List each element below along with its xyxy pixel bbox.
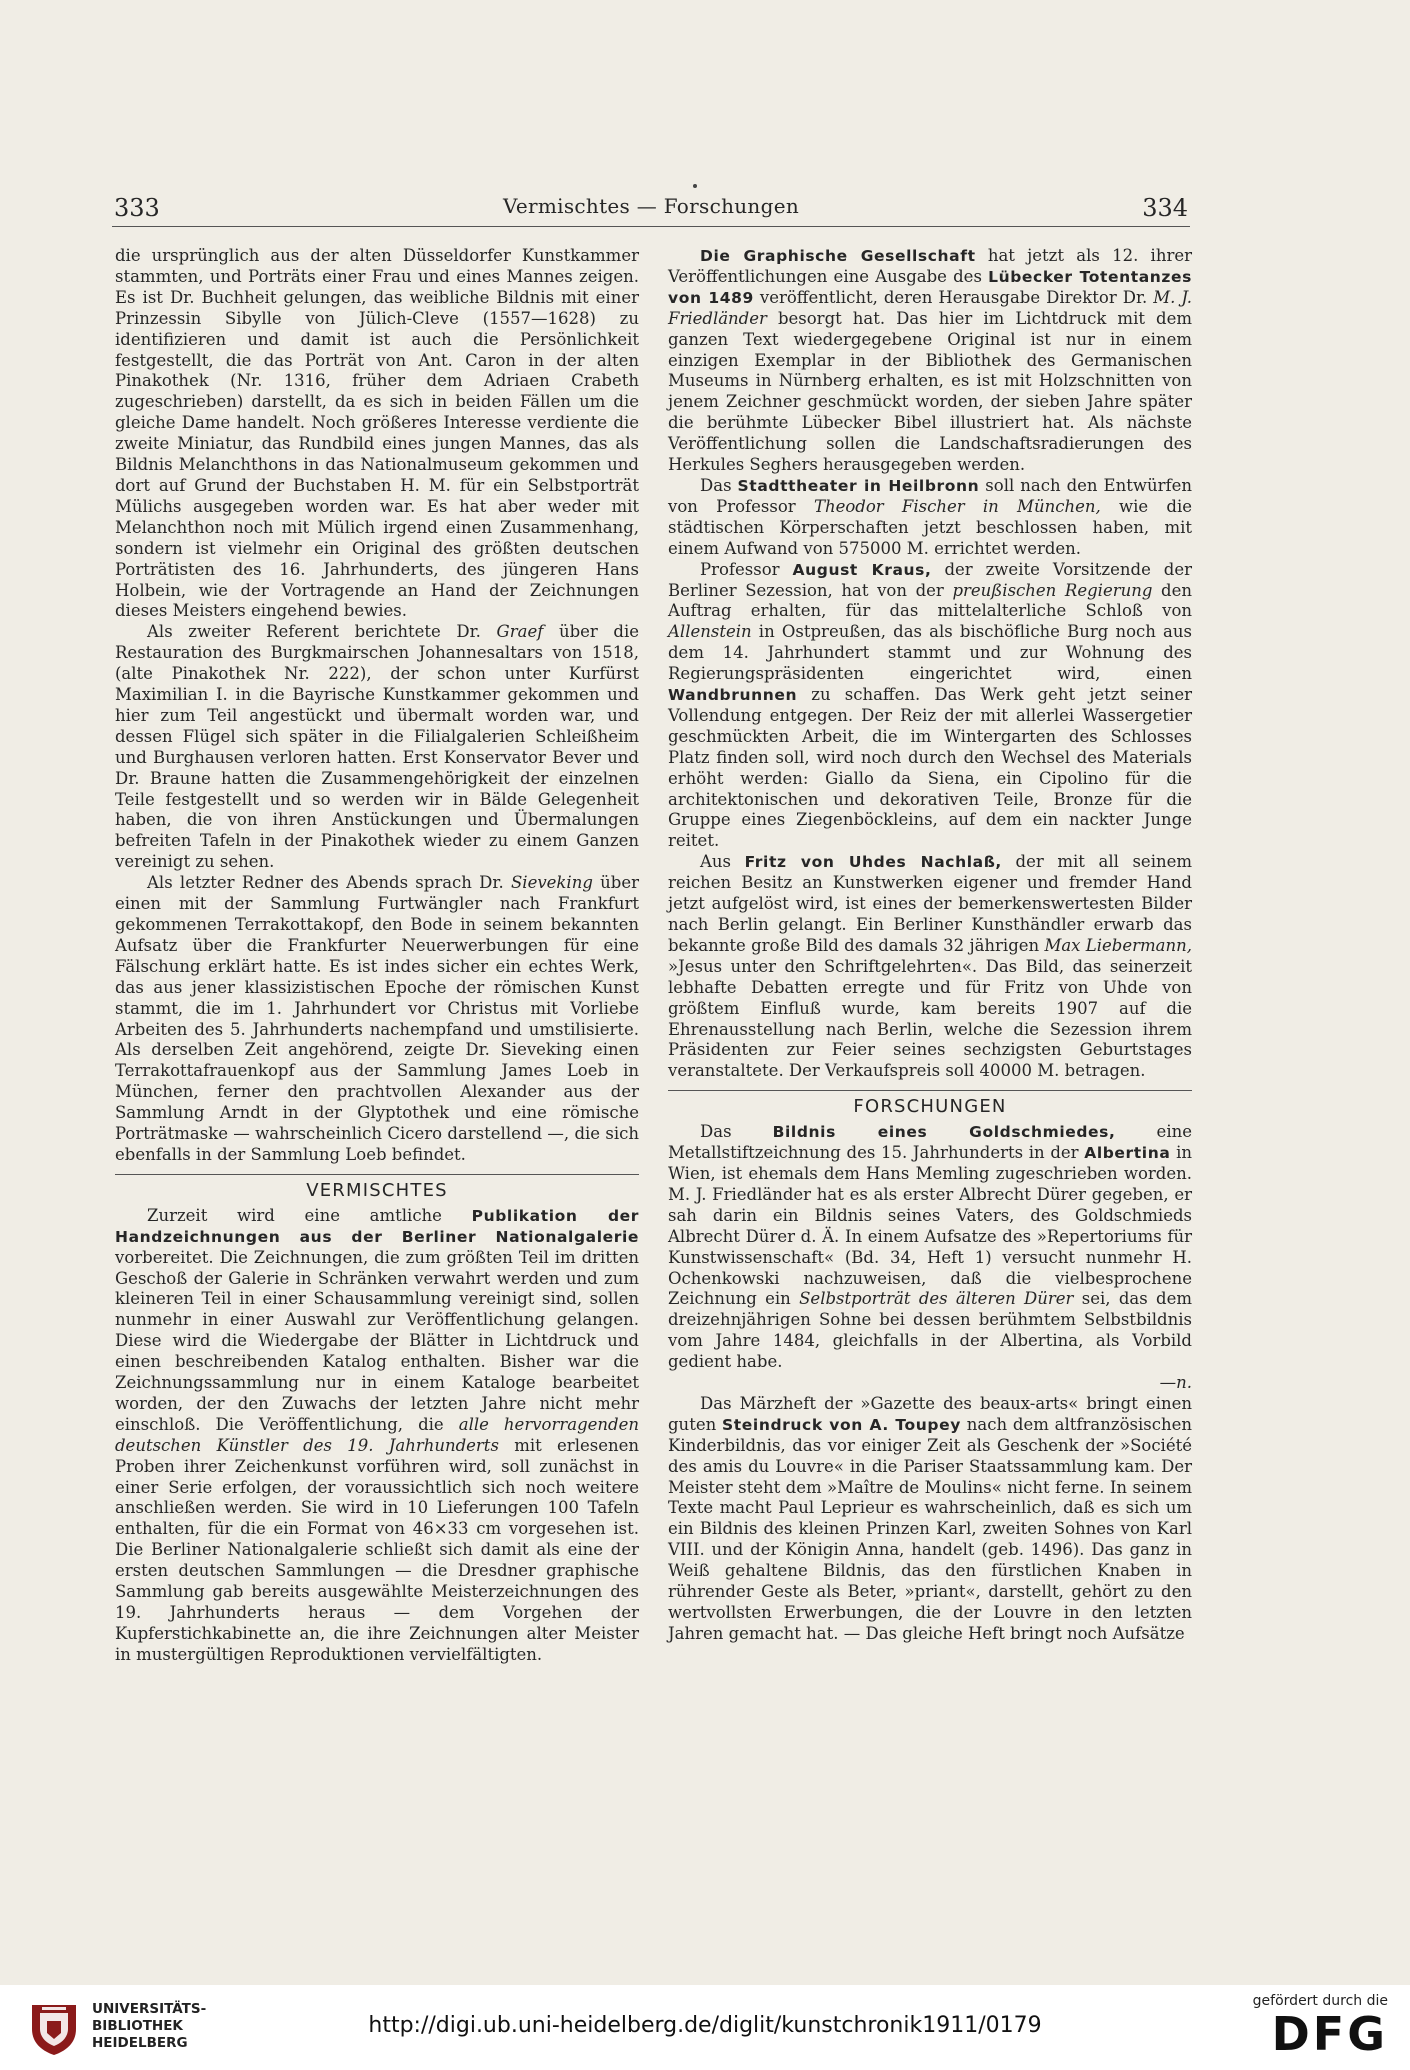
paragraph-toupey: Das Märzheft der »Gazette des beaux-arts« bringt einen guten Steindruck von A. Toupey nach dem altfranzösischen Kinderbildnis, das vor einiger Zeit als Geschenk der »Société des amis du Louvre« in die Pariser Staatssammlung kam. Der Meister steht dem »Maître de Moulins« nicht ferne. In seinem Texte macht Paul Leprieur es wahrscheinlich, daß es sich um ein Bildnis des kleinen Prinzen Karl, zweiten Sohnes von Karl VIII. und der Königin Anna, handelt (geb. 1496). Das ganz in Weiß gehaltene Bildnis, das den fürstlichen Knaben in rührender Geste als Beter, »priant«, darstellt, gehört zu den wertvollsten Erwerbungen, die der Louvre in den letzten Jahren gemacht hat. — Das gleiche Heft bringt noch Aufsätze <box>668 1393 1192 1643</box>
page-number-right: 334 <box>1142 194 1188 222</box>
paragraph-uhde: Aus Fritz von Uhdes Nachlaß, der mit all seinem reichen Besitz an Kunstwerken eigener und fremder Hand jetzt aufgelöst wird, ist eines der bemerkenswertesten Bilder nach Berlin gelangt. Ein Berliner Kunsthändler erwarb das bekannte große Bild des damals 32 jährigen Max Liebermann, »Jesus unter den Schriftgelehrten«. Das Bild, das seinerzeit lebhafte Debatten erregte und für Fritz von Uhde von größtem Einfluß wurde, kam bereits 1907 auf die Ehrenausstellung nach Berlin, welche die Sezession ihrem Präsidenten zur Feier seines sechzigsten Geburtstages veranstaltete. Der Verkaufspreis soll 40000 M. betragen. <box>668 852 1193 1081</box>
page-number-left: 333 <box>114 194 160 222</box>
dfg-logo: DFG <box>1271 2007 1388 2061</box>
paragraph-nationalgalerie: Zurzeit wird eine amtliche Publikation der Handzeichnungen aus der Berliner Nationalgalerie vorbereitet. Die Zeichnungen, die zum größten Teil im dritten Geschoß der Galerie in Schränken verwahrt werden und zum kleineren Teil in einer Schausammlung vereinigt sind, sollen nunmehr in einer Auswahl zur Veröffentlichung gelangen. Diese wird die Wiedergabe der Blätter in Lichtdruck und einen beschreibenden Katalog enthalten. Bisher war die Zeichnungssammlung nur in einem Kataloge bearbeitet worden, der den Zuwachs der letzten Jahre nicht mehr einschloß. Die Veröffentlichung, die alle hervorragenden deutschen Künstler des 19. Jahrhunderts mit erlesenen Proben ihrer Zeichenkunst vorführen wird, soll zunächst in einer Serie erfolgen, der voraussichtlich sich noch weitere anschließen werden. Sie wird in 10 Lieferungen 100 Tafeln enthalten, für die ein Format von 46×33 cm vorgesehen ist. Die Berliner Nationalgalerie schließt sich damit als eine der ersten deutschen Sammlungen — die Dresdner graphische Sammlung gab bereits ausgewählte Meisterzeichnungen des 19. Jahrhunderts heraus — dem Vorgehen der Kupferstichkabinette an, die ihre Zeichnungen alter Meister in mustergültigen Reproduktionen vervielfältigten. <box>115 1205 639 1664</box>
funding-text: gefördert durch die <box>1252 1993 1388 2009</box>
paragraph-holbein: die ursprünglich aus der alten Düsseldorfer Kunstkammer stammten, und Porträts einer Frau und eines Mannes zeigen. Es ist Dr. Buchheit gelungen, das weibliche Bildnis mit einer Prinzessin Sibylle von Jülich-Cleve (1557—1628) zu identifizieren und damit ist auch die Persönlichkeit festgestellt, die das Porträt von Ant. Caron in der alten Pinakothek (Nr. 1316, früher dem Adriaen Crabeth zugeschrieben) darstellt, da es sich in beiden Fällen um die gleiche Dame handelt. Noch größeres Interesse verdiente die zweite Miniatur, das Rundbild eines jungen Mannes, das als Bildnis Melanchthons in das Nationalmuseum gekommen und dort auf Grund der Buchstaben H. M. für ein Selbstporträt Mülichs ausgegeben worden war. Es hat aber weder mit Melanchthon noch mit Mülich irgend einen Zusammenhang, sondern ist vielmehr ein Original des größten deutschen Porträtisten des 16. Jahrhunderts, des jüngeren Hans Holbein, wie der Vortragende an Hand der Zeichnungen dieses Meisters eingehend bewies. <box>115 246 639 621</box>
section-rule <box>115 1174 639 1175</box>
header-dot <box>693 184 697 188</box>
paragraph-sieveking: Als letzter Redner des Abends sprach Dr. Sieveking über einen mit der Sammlung Furtwängler nach Frankfurt gekommenen Terrakottakopf, den Bode in seinem bekannten Aufsatz über die Frankfurter Neuerwerbungen für eine Fälschung erklärt hatte. Es ist indes sicher ein echtes Werk, das aus jener klassizistischen Epoche der römischen Kunst stammt, die im 1. Jahrhundert vor Christus mit Vorliebe Arbeiten des 5. Jahrhunderts nachempfand und umstilisierte. Als derselben Zeit angehörend, zeigte Dr. Sieveking einen Terrakottafrauenkopf aus der Sammlung James Loeb in München, ferner den prachtvollen Alexander aus der Sammlung Arndt in der Glyptothek und eine römische Porträtmaske — wahrscheinlich Cicero darstellend —, die sich ebenfalls in der Sammlung Loeb befindet. <box>115 873 639 1164</box>
author-signature: —n. <box>1159 1373 1192 1393</box>
paragraph-stadttheater: Das Stadttheater in Heilbronn soll nach den Entwürfen von Professor Theodor Fischer in München, wie die städtischen Körperschaften jetzt beschlossen haben, mit einem Aufwand von 575000 M. errichtet werden. <box>668 475 1192 558</box>
paragraph-goldschmied: Das Bildnis eines Goldschmiedes, eine Metallstiftzeichnung des 15. Jahrhunderts in der Albertina in Wien, ist ehemals dem Hans Memling zugeschrieben worden. M. J. Friedländer hat es als erster Albrecht Dürer gegeben, er sah darin ein Bildnis seines Vaters, des Goldschmieds Albrecht Dürer d. Ä. In einem Aufsatze des »Repertoriums für Kunstwissenschaft« (Bd. 34, Heft 1) versucht nunmehr H. Ochenkowski nachzuweisen, daß die vielbesprochene Zeichnung ein Selbstporträt des älteren Dürer sei, das dem dreizehnjährigen Sohne bei dessen berühmtem Selbstbildnis vom Jahre 1484, gleichfalls in der Albertina, als Vorbild gedient habe. <box>668 1122 1192 1372</box>
page-header <box>112 180 1190 227</box>
paragraph-graef: Als zweiter Referent berichtete Dr. Graef über die Restauration des Burgkmairschen Johannesaltars von 1518, (alte Pinakothek Nr. 222), der schon unter Kurfürst Maximilian I. in die Bayrische Kunstkammer gekommen und hier zum Teil angestückt und übermalt worden war, und dessen Flügel sich später in die Filialgalerien Schleißheim und Burghausen verloren hatten. Erst Konservator Bever und Dr. Braune hatten die Zusammengehörigkeit der einzelnen Teile festgestellt und so werden wir in Bälde Gelegenheit haben, die von ihren Anstückungen und Übermalungen befreiten Tafeln in der Pinakothek wieder zu einem Ganzen vereinigt zu sehen. <box>115 622 639 872</box>
paragraph-graphische-gesellschaft: Die Graphische Gesellschaft hat jetzt als 12. ihrer Veröffentlichungen eine Ausgabe des Lübecker Totentanzes von 1489 veröffentlicht, deren Herausgabe Direktor Dr. M. J. Friedländer besorgt hat. Das hier im Lichtdruck mit dem ganzen Text wiedergegebene Original ist nur in einem einzigen Exemplar in der Bibliothek des Germanischen Museums in Nürnberg erhalten, es ist mit Holzschnitten von jenem Zeichner geschmückt worden, der sieben Jahre später die berühmte Lübecker Bibel illustriert hat. Als nächste Veröffentlichung sollen die Landschaftsradierungen des Herkules Seghers herausgegeben werden. <box>668 246 1192 475</box>
viewer-footer <box>0 1985 1410 2070</box>
library-name: UNIVERSITÄTS- BIBLIOTHEK HEIDELBERG <box>92 2001 207 2051</box>
heading-forschungen: FORSCHUNGEN <box>853 1096 1007 1118</box>
running-title: Vermischtes — Forschungen <box>502 194 800 218</box>
heading-vermischtes: VERMISCHTES <box>306 1179 448 1201</box>
source-url-link[interactable]: http://digi.ub.uni-heidelberg.de/diglit/kunstchronik1911/0179 <box>368 2013 1042 2038</box>
paragraph-kraus: Professor August Kraus, der zweite Vorsitzende der Berliner Sezession, hat von der preußischen Regierung den Auftrag erhalten, für das mittelalterliche Schloß von Allenstein in Ostpreußen, das als bischöfliche Burg noch aus dem 14. Jahrhundert stammt und zur Wohnung des Regierungspräsidenten eingerichtet wird, einen Wandbrunnen zu schaffen. Das Werk geht jetzt seiner Vollendung entgegen. Der Reiz der mit allerlei Wassergetier geschmückten Arbeit, die im Wintergarten des Schlosses Platz finden soll, wird noch durch den Wechsel des Materials erhöht werden: Giallo da Siena, ein Cipolino für die architektonischen und dekorativen Teile, Bronze für die Gruppe eines Ziegenböckleins, auf dem ein nackter Junge reitet. <box>668 559 1192 851</box>
funding-notice <box>1253 1993 1388 2059</box>
left-column <box>115 246 639 1666</box>
section-rule <box>668 1090 1192 1091</box>
right-column <box>668 246 1192 1645</box>
